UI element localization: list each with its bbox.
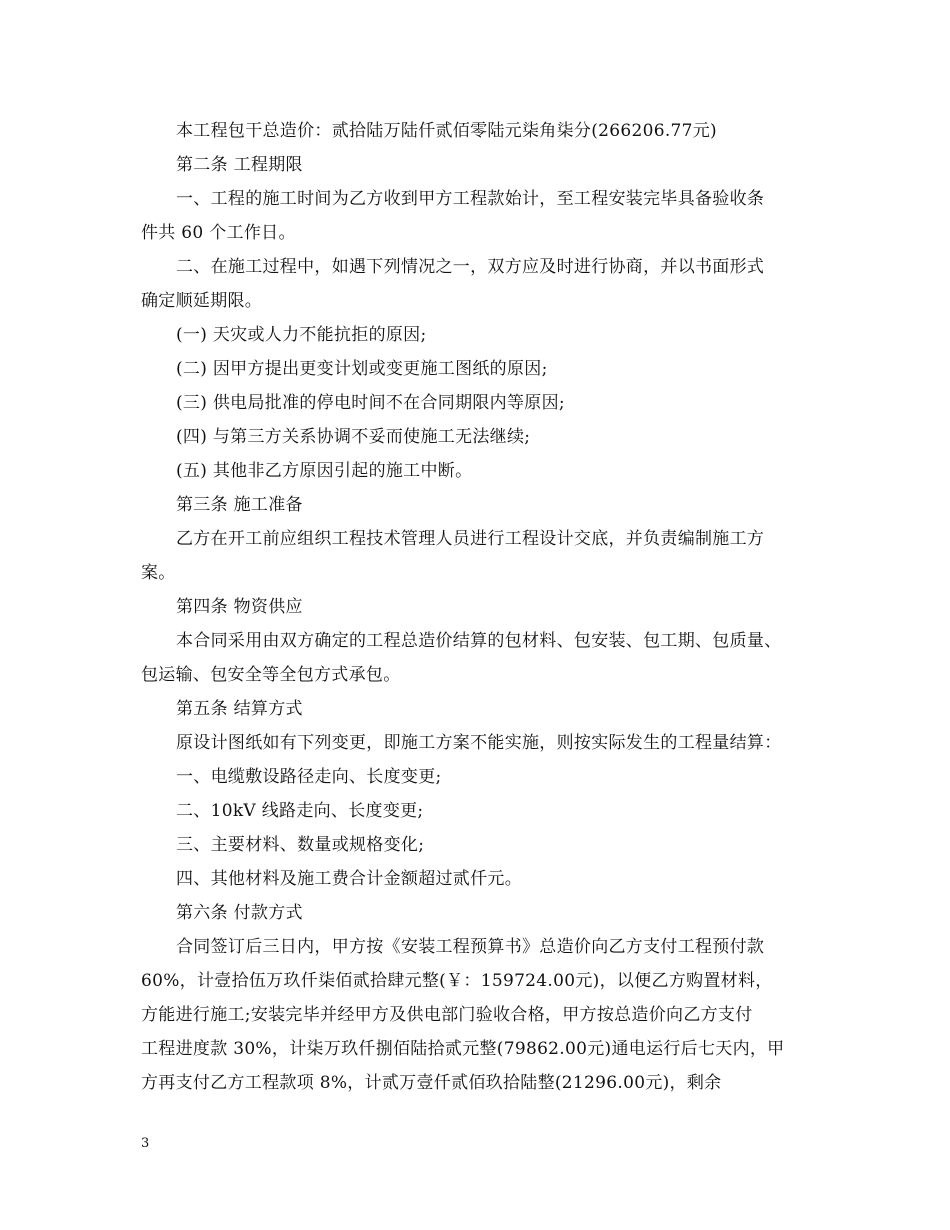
text-line: 案。 — [141, 563, 176, 583]
text-line: 件共 60 个工作日。 — [141, 223, 296, 243]
text-line: 第六条 付款方式 — [176, 903, 303, 923]
text-line: 三、主要材料、数量或规格变化; — [176, 835, 425, 855]
text-line: 二、在施工过程中，如遇下列情况之一，双方应及时进行协商，并以书面形式 — [176, 257, 765, 277]
text-line: 本合同采用由双方确定的工程总造价结算的包材料、包安装、包工期、包质量、 — [176, 631, 782, 651]
text-line: (三) 供电局批准的停电时间不在合同期限内等原因; — [176, 393, 565, 413]
text-line: 确定顺延期限。 — [141, 291, 263, 311]
text-line: (四) 与第三方关系协调不妥而使施工无法继续; — [176, 427, 531, 447]
text-line: 第二条 工程期限 — [176, 155, 303, 175]
text-line: 乙方在开工前应组织工程技术管理人员进行工程设计交底，并负责编制施工方 — [176, 529, 765, 549]
page-number: 3 — [141, 1136, 150, 1151]
text-line: 包运输、包安全等全包方式承包。 — [141, 665, 401, 685]
text-line: 合同签订后三日内，甲方按《安装工程预算书》总造价向乙方支付工程预付款 — [176, 937, 765, 957]
text-line: 本工程包干总造价：贰拾陆万陆仟贰佰零陆元柒角柒分(266206.77元) — [176, 121, 717, 141]
text-line: 第三条 施工准备 — [176, 495, 303, 515]
text-line: (一) 天灾或人力不能抗拒的原因; — [176, 325, 427, 345]
text-line: 第五条 结算方式 — [176, 699, 303, 719]
text-line: 四、其他材料及施工费合计金额超过贰仟元。 — [176, 869, 522, 889]
text-line: 工程进度款 30%，计柒万玖仟捌佰陆拾贰元整(79862.00元)通电运行后七天内，甲 — [141, 1039, 785, 1059]
text-line: 原设计图纸如有下列变更，即施工方案不能实施，则按实际发生的工程量结算： — [176, 733, 782, 753]
text-line: (五) 其他非乙方原因引起的施工中断。 — [176, 461, 473, 481]
text-line: 方再支付乙方工程款项 8%，计贰万壹仟贰佰玖拾陆整(21296.00元)，剩余 — [141, 1073, 722, 1093]
text-line: 60%，计壹拾伍万玖仟柒佰贰拾肆元整(￥：159724.00元)，以便乙方购置材料， — [141, 971, 773, 991]
text-line: 一、电缆敷设路径走向、长度变更; — [176, 767, 442, 787]
text-line: 二、10kV 线路走向、长度变更; — [176, 801, 424, 821]
text-line: 一、工程的施工时间为乙方收到甲方工程款始计，至工程安装完毕具备验收条 — [176, 189, 765, 209]
text-line: 方能进行施工;安装完毕并经甲方及供电部门验收合格，甲方按总造价向乙方支付 — [141, 1005, 753, 1025]
text-line: (二) 因甲方提出更变计划或变更施工图纸的原因; — [176, 359, 548, 379]
document-body — [141, 114, 831, 1100]
text-line: 第四条 物资供应 — [176, 597, 303, 617]
